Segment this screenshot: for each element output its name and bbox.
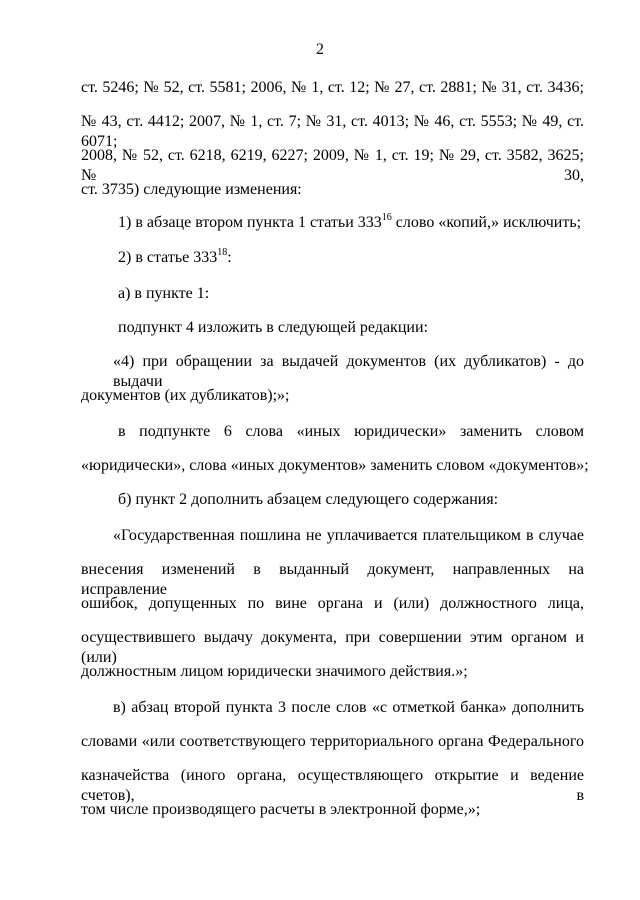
subitem-c-line-1: в) абзац второй пункта 3 после слов «с отметкой банка» дополнить bbox=[113, 699, 584, 716]
subpoint-6-line-2: «юридически», слова «иных документов» заменить словом «документов»; bbox=[81, 457, 589, 474]
subpoint-6-line-1: в подпункте 6 слова «иных юридически» заменить словом bbox=[118, 423, 584, 440]
quote-fee-line-1: «Государственная пошлина не уплачивается плательщиком в случае bbox=[113, 527, 584, 544]
item-1-text-end: слово «копий,» исключить; bbox=[391, 214, 582, 231]
quote-fee-line-4: осуществившего выдачу документа, при совершении этим органом и (или) bbox=[81, 629, 584, 666]
text-line-2: № 43, ст. 4412; 2007, № 1, ст. 7; № 31, ст. 4013; № 46, ст. 5553; № 49, ст. 6071; bbox=[81, 113, 584, 150]
quote-fee-line-2: внесения изменений в выданный документ, направленных на исправление bbox=[81, 561, 584, 598]
subitem-c-line-3: казначейства (иного органа, осуществляющего открытие и ведение счетов), в bbox=[81, 767, 584, 804]
item-2-text: 2) в статье 333 bbox=[118, 249, 218, 266]
article-superscript-18: 18 bbox=[217, 246, 228, 258]
text-line-3: 2008, № 52, ст. 6218, 6219, 6227; 2009, № 1, ст. 19; № 29, ст. 3582, 3625; № 30, bbox=[81, 147, 584, 184]
quote-fee-line-5: должностным лицом юридически значимого действия.»; bbox=[81, 663, 468, 680]
page-number: 2 bbox=[316, 41, 324, 58]
quote-4-line-2: документов (их дубликатов);»; bbox=[81, 387, 290, 404]
subitem-a-line: а) в пункте 1: bbox=[118, 285, 210, 302]
subitem-b-line: б) пункт 2 дополнить абзацем следующего содержания: bbox=[118, 491, 499, 508]
quote-fee-line-3: ошибок, допущенных по вине органа и (или) должностного лица, bbox=[81, 595, 584, 612]
item-1-line bbox=[118, 213, 584, 233]
text-line-4: ст. 3735) следующие изменения: bbox=[81, 181, 302, 198]
item-1-text: 1) в абзаце втором пункта 1 статьи 333 bbox=[118, 214, 382, 231]
subitem-c-line-2: словами «или соответствующего территориального органа Федерального bbox=[81, 733, 584, 750]
subitem-c-line-4: том числе производящего расчеты в электронной форме,»; bbox=[81, 801, 481, 818]
subpoint-4-line: подпункт 4 изложить в следующей редакции: bbox=[118, 319, 428, 336]
item-2-colon: : bbox=[227, 249, 232, 266]
article-superscript-16: 16 bbox=[381, 211, 392, 223]
quote-4-line-1: «4) при обращении за выдачей документов (их дубликатов) - до выдачи bbox=[113, 353, 584, 390]
item-2-line bbox=[118, 248, 584, 268]
text-line-1: ст. 5246; № 52, ст. 5581; 2006, № 1, ст. 12; № 27, ст. 2881; № 31, ст. 3436; bbox=[81, 79, 584, 96]
